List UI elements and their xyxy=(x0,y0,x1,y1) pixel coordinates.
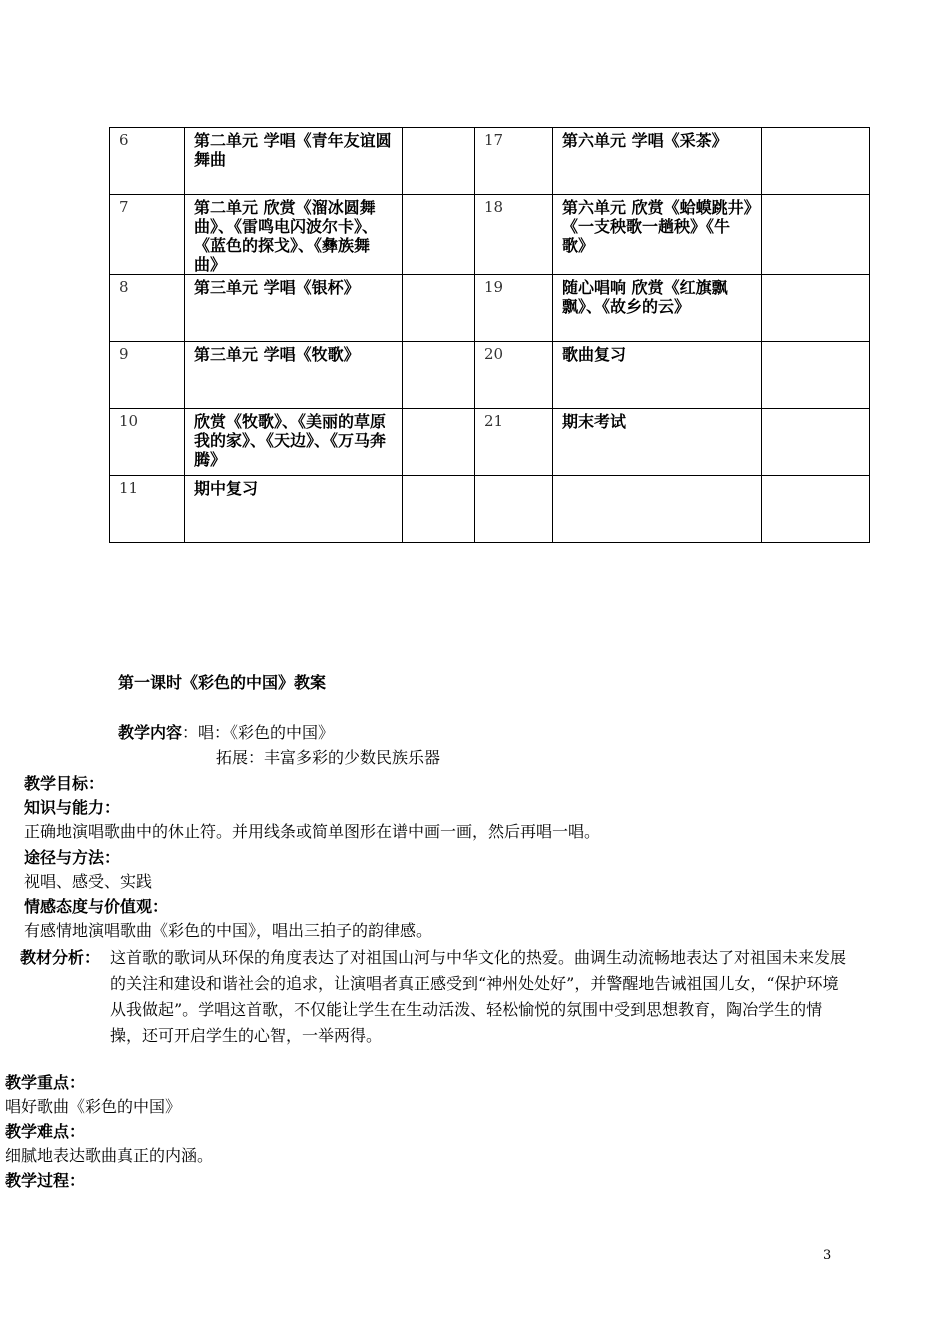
schedule-table xyxy=(109,127,870,543)
empty-cell xyxy=(762,195,870,275)
empty-cell xyxy=(403,128,475,195)
difficulty-text: 细腻地表达歌曲真正的内涵。 xyxy=(5,1146,214,1165)
table-row xyxy=(110,195,870,275)
teaching-content xyxy=(118,721,334,745)
empty-cell xyxy=(403,476,475,543)
lesson-title-right: 随心唱响 欣赏《红旗飘飘》、《故乡的云》 xyxy=(553,275,762,342)
empty-cell xyxy=(762,275,870,342)
table-row xyxy=(110,409,870,476)
table-row xyxy=(110,476,870,543)
attitude-label: 情感态度与价值观： xyxy=(24,897,169,916)
table-row xyxy=(110,342,870,409)
teaching-content-label: 教学内容 xyxy=(118,723,183,742)
lesson-title-left: 第三单元 学唱《牧歌》 xyxy=(185,342,403,409)
key-label: 教学重点： xyxy=(5,1073,86,1092)
lesson-number-left: 6 xyxy=(110,128,185,195)
lesson-title-left: 第二单元 学唱《青年友谊圆舞曲 xyxy=(185,128,403,195)
empty-cell xyxy=(762,476,870,543)
teaching-content-extend: 拓展：丰富多彩的少数民族乐器 xyxy=(216,748,441,767)
lesson-title-left: 第二单元 欣赏《溜冰圆舞曲》、《雷鸣电闪波尔卡》、《蓝色的探戈》、《彝族舞曲》 xyxy=(185,195,403,275)
lesson-number-left: 10 xyxy=(110,409,185,476)
difficulty-label: 教学难点： xyxy=(5,1122,86,1141)
lesson-number-right: 19 xyxy=(475,275,553,342)
knowledge-text: 正确地演唱歌曲中的休止符。并用线条或简单图形在谱中画一画，然后再唱一唱。 xyxy=(24,822,601,841)
empty-cell xyxy=(403,409,475,476)
lesson-number-right: 17 xyxy=(475,128,553,195)
method-text: 视唱、感受、实践 xyxy=(24,872,153,891)
lesson-number-left: 8 xyxy=(110,275,185,342)
knowledge-label: 知识与能力： xyxy=(24,798,121,817)
key-text: 唱好歌曲《彩色的中国》 xyxy=(5,1097,182,1116)
lesson-title-left: 欣赏《牧歌》、《美丽的草原我的家》、《天边》、《万马奔腾》 xyxy=(185,409,403,476)
lesson-title-left: 第三单元 学唱《银杯》 xyxy=(185,275,403,342)
goals-label: 教学目标： xyxy=(24,774,105,793)
lesson-number-right: 21 xyxy=(475,409,553,476)
lesson-number-right: 20 xyxy=(475,342,553,409)
empty-cell xyxy=(762,128,870,195)
lesson-title-right: 期末考试 xyxy=(553,409,762,476)
table-row xyxy=(110,128,870,195)
empty-cell xyxy=(403,195,475,275)
lesson-title-right xyxy=(553,476,762,543)
page-number: 3 xyxy=(823,1248,832,1263)
attitude-text: 有感情地演唱歌曲《彩色的中国》，唱出三拍子的韵律感。 xyxy=(24,921,433,940)
lesson-number-right: 18 xyxy=(475,195,553,275)
empty-cell xyxy=(403,275,475,342)
method-label: 途径与方法： xyxy=(24,848,121,867)
lesson-title: 第一课时《彩色的中国》教案 xyxy=(118,673,327,692)
lesson-title-right: 歌曲复习 xyxy=(553,342,762,409)
analysis-body: 这首歌的歌词从环保的角度表达了对祖国山河与中华文化的热爱。曲调生动流畅地表达了对祖国未来发展的关注和建设和谐社会的追求，让演唱者真正感受到“神州处处好”，并警醒地告诫祖国儿女，“保护环境从我做起”。学唱这首歌，不仅能让学生在生动活泼、轻松愉悦的氛围中受到思想教育，陶冶学生的情操，还可开启学生的心智，一举两得。 xyxy=(110,948,847,1045)
lesson-title-right: 第六单元 欣赏《蛤蟆跳井》《一支秧歌一趟秧》《牛歌》 xyxy=(553,195,762,275)
lesson-number-left: 7 xyxy=(110,195,185,275)
lesson-number-left: 11 xyxy=(110,476,185,543)
lesson-title-right: 第六单元 学唱《采茶》 xyxy=(553,128,762,195)
empty-cell xyxy=(403,342,475,409)
empty-cell xyxy=(762,342,870,409)
lesson-title-left: 期中复习 xyxy=(185,476,403,543)
teaching-content-sing: ：唱：《彩色的中国》 xyxy=(182,723,335,742)
analysis-text xyxy=(110,945,850,1049)
analysis-label: 教材分析： xyxy=(20,948,101,967)
process-label: 教学过程： xyxy=(5,1171,86,1190)
lesson-number-right xyxy=(475,476,553,543)
table-row xyxy=(110,275,870,342)
empty-cell xyxy=(762,409,870,476)
lesson-number-left: 9 xyxy=(110,342,185,409)
